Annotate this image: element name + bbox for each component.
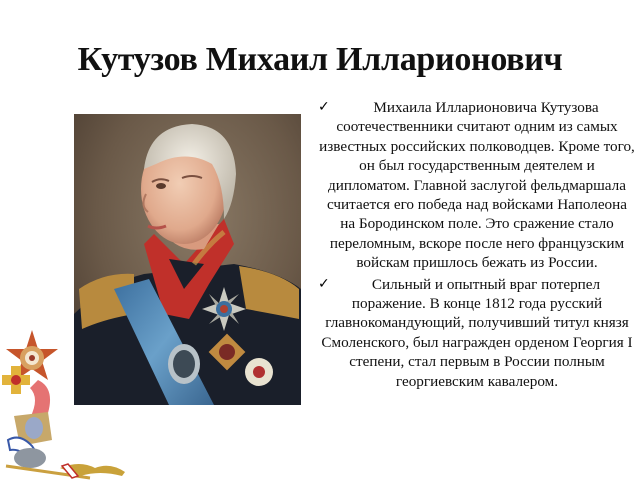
checkmark-icon: ✓: [318, 275, 330, 292]
bullet-list: [318, 98, 636, 393]
medals-icon: [0, 328, 130, 480]
medals-decoration: [0, 328, 130, 480]
bullet-item: [318, 275, 636, 391]
bullet-item: [318, 98, 636, 273]
slide-title: Кутузов Михаил Илларионович: [77, 41, 563, 78]
checkmark-icon: ✓: [318, 99, 330, 115]
bullet-text: Сильный и опытный враг потерпел поражение. В конце 1812 года русский главнокомандующий, получивший титул князя Смоленского, был награжден орденом Георгия I степени, стал первым в России полным георгиевским кавалером.: [321, 275, 633, 390]
bullet-text: Михаила Илларионовича Кутузова соотечественники считают одним из самых известных российских полководцев. Кроме того, он был государственным деятелем и дипломатом. Главной заслугой фельдмаршала считается его победа над войсками Наполеона на Бородинском поле. Это сражение стало переломным, вскоре после него французским войскам пришлось бежать из России.: [319, 99, 635, 272]
